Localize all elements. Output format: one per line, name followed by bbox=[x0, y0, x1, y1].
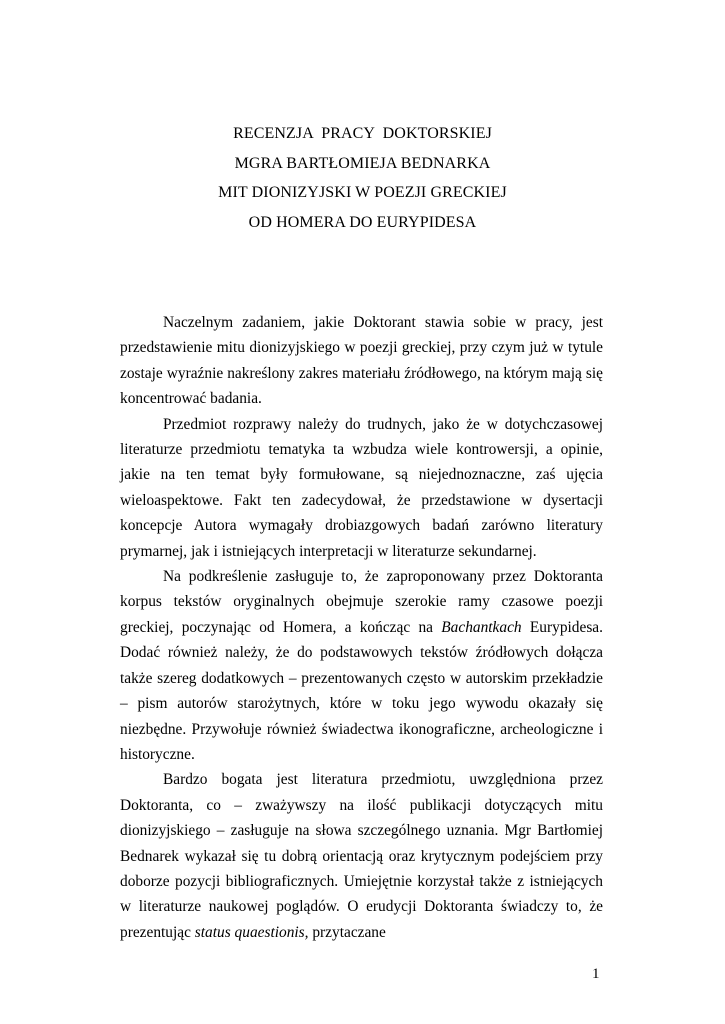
review-body bbox=[120, 310, 603, 945]
page-number: 1 bbox=[592, 966, 600, 982]
paragraph-4 bbox=[120, 767, 603, 945]
paragraph-text: Eurypidesa. Dodać również należy, że do podstawowych tekstów źródłowych dołącza także szereg dodatkowych – prezentowanych często w autorskim przekładzie – pism autorów starożytnych, które w toku jego wywodu okazały się niezbędne. Przywołuje również świadectwa ikonograficzne, archeologiczne i historyczne. bbox=[120, 618, 603, 763]
title-line: MIT DIONIZYJSKI W POEZJI GRECKIEJ bbox=[218, 184, 507, 201]
paragraph-text: Naczelnym zadaniem, jakie Doktorant stawia sobie w pracy, jest przedstawienie mitu dionizyjskiego w poezji greckiej, przy czym już w tytule zostaje wyraźnie nakreślony zakres materiału źródłowego, na którym mają się koncentrować badania. bbox=[120, 314, 603, 408]
paragraph-text: przytaczane bbox=[308, 923, 386, 941]
italic-title: Bachantkach bbox=[441, 618, 522, 636]
paragraph-2 bbox=[120, 412, 603, 564]
paragraph-1 bbox=[120, 310, 603, 412]
title-line: MGRA BARTŁOMIEJA BEDNARKA bbox=[234, 154, 491, 172]
title-line: OD HOMERA DO EURYPIDESA bbox=[248, 213, 477, 231]
paragraph-text: Bardzo bogata jest literatura przedmiotu, uwzględniona przez Doktoranta, co – zważywszy na ilość publikacji dotyczących mitu dionizyjskiego – zasługuje na słowa szczególnego uznania. Mgr Bartłomiej Bednarek wykazał się tu dobrą orientacją oraz krytycznym podejściem przy doborze pozycji bibliograficznych. Umiejętnie korzystał także z istniejących w literaturze naukowej poglądów. O erudycji Doktoranta świadczy to, że prezentując bbox=[120, 771, 603, 941]
paragraph-text: Na podkreślenie zasługuje to, że zaproponowany przez Doktoranta korpus tekstów oryginalnych obejmuje szerokie ramy czasowe poezji greckiej, poczynając od Homera, a kończąc na bbox=[120, 568, 603, 636]
title-line: RECENZJA PRACY DOKTORSKIEJ bbox=[233, 125, 492, 142]
italic-term: status quaestionis, bbox=[194, 923, 309, 941]
review-title bbox=[0, 119, 725, 237]
paragraph-text: Przedmiot rozprawy należy do trudnych, jako że w dotychczasowej literaturze przedmiotu tematyka ta wzbudza wiele kontrowersji, a opinie, jakie na ten temat były formułowane, są niejednoznaczne, zaś ujęcia wieloaspektowe. Fakt ten zadecydował, że przedstawione w dysertacji koncepcje Autora wymagały drobiazgowych badań zarówno literatury prymarnej, jak i istniejących interpretacji w literaturze sekundarnej. bbox=[120, 415, 603, 560]
paragraph-3 bbox=[120, 564, 603, 767]
